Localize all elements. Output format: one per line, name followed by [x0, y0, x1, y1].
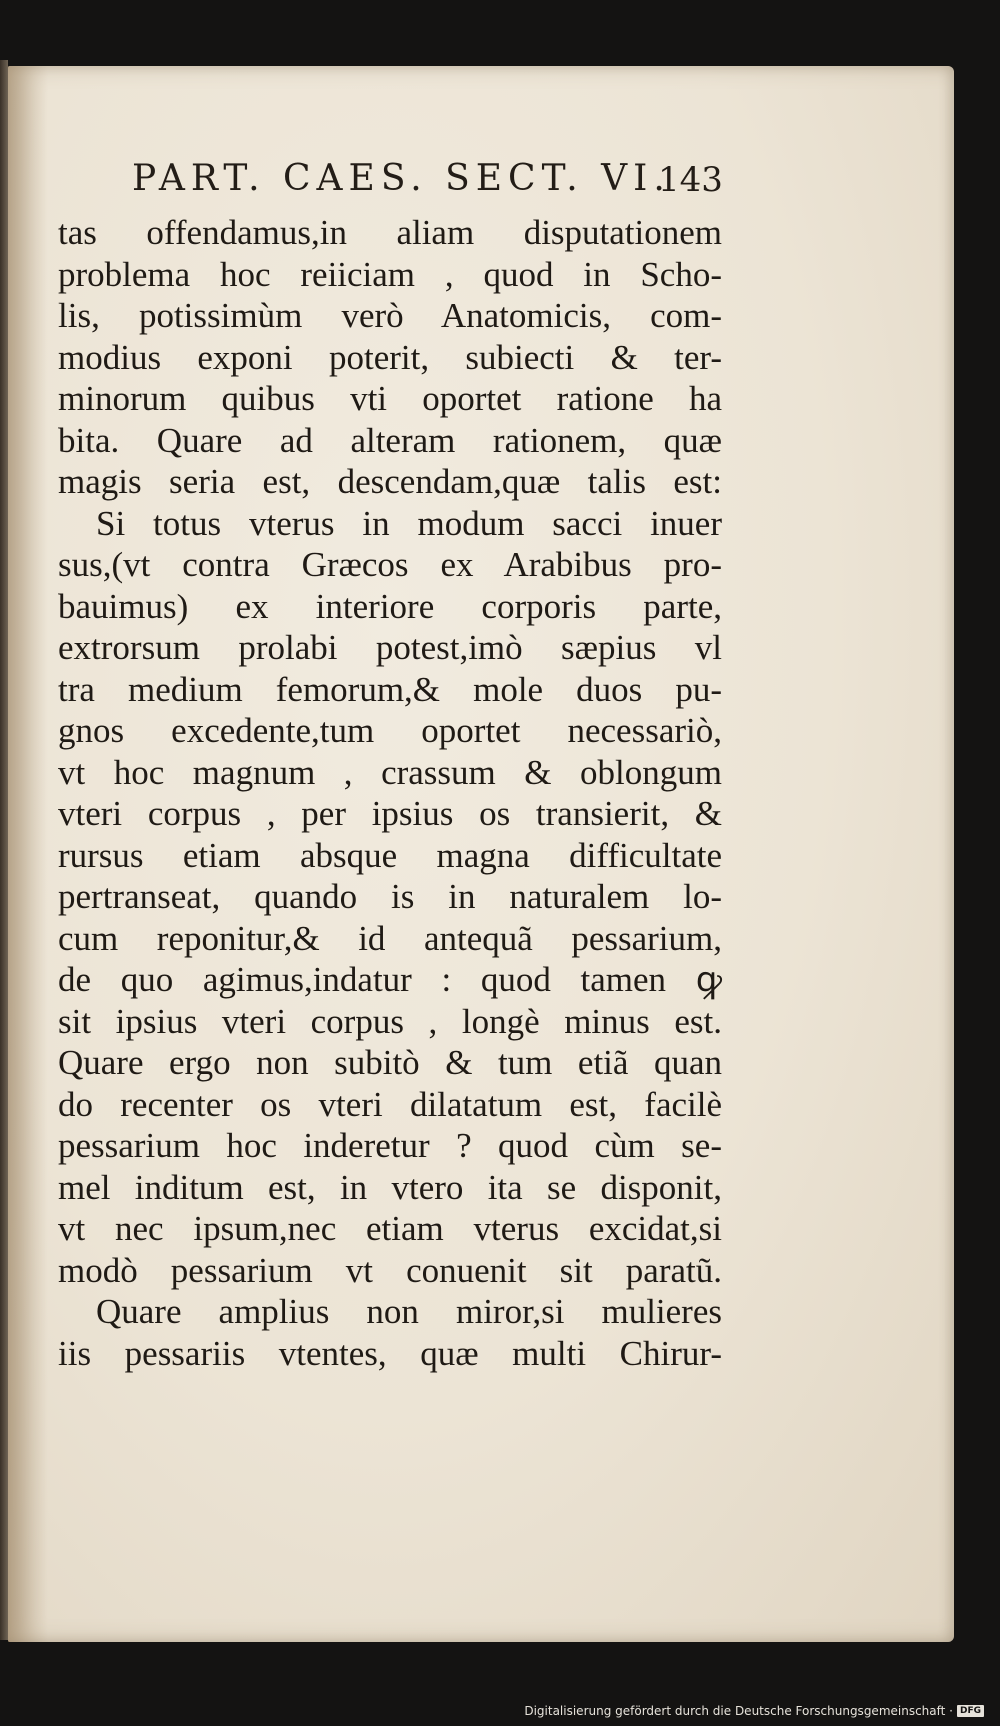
- text-line: tra medium femorum,& mole duos pu-: [58, 669, 722, 709]
- text-line: problema hoc reiiciam , quod in Scho-: [58, 254, 722, 294]
- text-line: lis, potissimùm verò Anatomicis, com-: [58, 296, 722, 335]
- text-line: iis pessariis vtentes, quæ multi Chirur-: [58, 1333, 722, 1373]
- text-line: extrorsum prolabi potest,imò sæpius vl: [58, 628, 722, 667]
- digitization-credit: [524, 1704, 984, 1718]
- body-text: [58, 212, 722, 1374]
- dfg-logo: DFG: [957, 1705, 984, 1717]
- text-line: modius exponi poterit, subiecti & ter-: [58, 337, 722, 377]
- text-line: minorum quibus vti oportet ratione ha: [58, 379, 722, 418]
- text-line: cum reponitur,& id antequã pessarium,: [58, 918, 722, 958]
- text-line: modò pessarium vt conuenit sit paratũ.: [58, 1250, 722, 1290]
- text-line: magis seria est, descendam,quæ talis est:: [58, 462, 722, 501]
- text-line: Quare ergo non subitò & tum etiã quan: [58, 1043, 722, 1082]
- running-head: PART. CAES. SECT. VI.: [132, 158, 671, 199]
- text-line: vt hoc magnum , crassum & oblongum: [58, 752, 722, 792]
- text-line: do recenter os vteri dilatatum est, facilè: [58, 1084, 722, 1124]
- text-line: vteri corpus , per ipsius os transierit, &: [58, 794, 722, 833]
- text-line: mel inditum est, in vtero ita se disponit,: [58, 1167, 722, 1207]
- text-line: bauimus) ex interiore corporis parte,: [58, 586, 722, 626]
- book-edge: [0, 60, 8, 1640]
- page-number: 143: [658, 160, 723, 200]
- text-line: pertranseat, quando is in naturalem lo-: [58, 877, 722, 916]
- credit-text: Digitalisierung gefördert durch die Deutsche Forschungsgemeinschaft ·: [524, 1704, 953, 1718]
- text-line: Quare amplius non miror,si mulieres: [96, 1292, 722, 1331]
- text-line: tas offendamus,in aliam disputationem: [58, 213, 722, 252]
- text-line: Si totus vterus in modum sacci inuer: [96, 503, 722, 543]
- text-line: vt nec ipsum,nec etiam vterus excidat,si: [58, 1209, 722, 1248]
- text-line: rursus etiam absque magna difficultate: [58, 835, 722, 875]
- text-line: sus,(vt contra Græcos ex Arabibus pro-: [58, 545, 722, 584]
- text-line: de quo agimus,indatur : quod tamen ꝙ: [58, 960, 722, 999]
- text-line: gnos excedente,tum oportet necessariò,: [58, 711, 722, 750]
- text-line: sit ipsius vteri corpus , longè minus est.: [58, 1001, 722, 1041]
- text-line: pessarium hoc inderetur ? quod cùm se-: [58, 1126, 722, 1165]
- text-line: bita. Quare ad alteram rationem, quæ: [58, 420, 722, 460]
